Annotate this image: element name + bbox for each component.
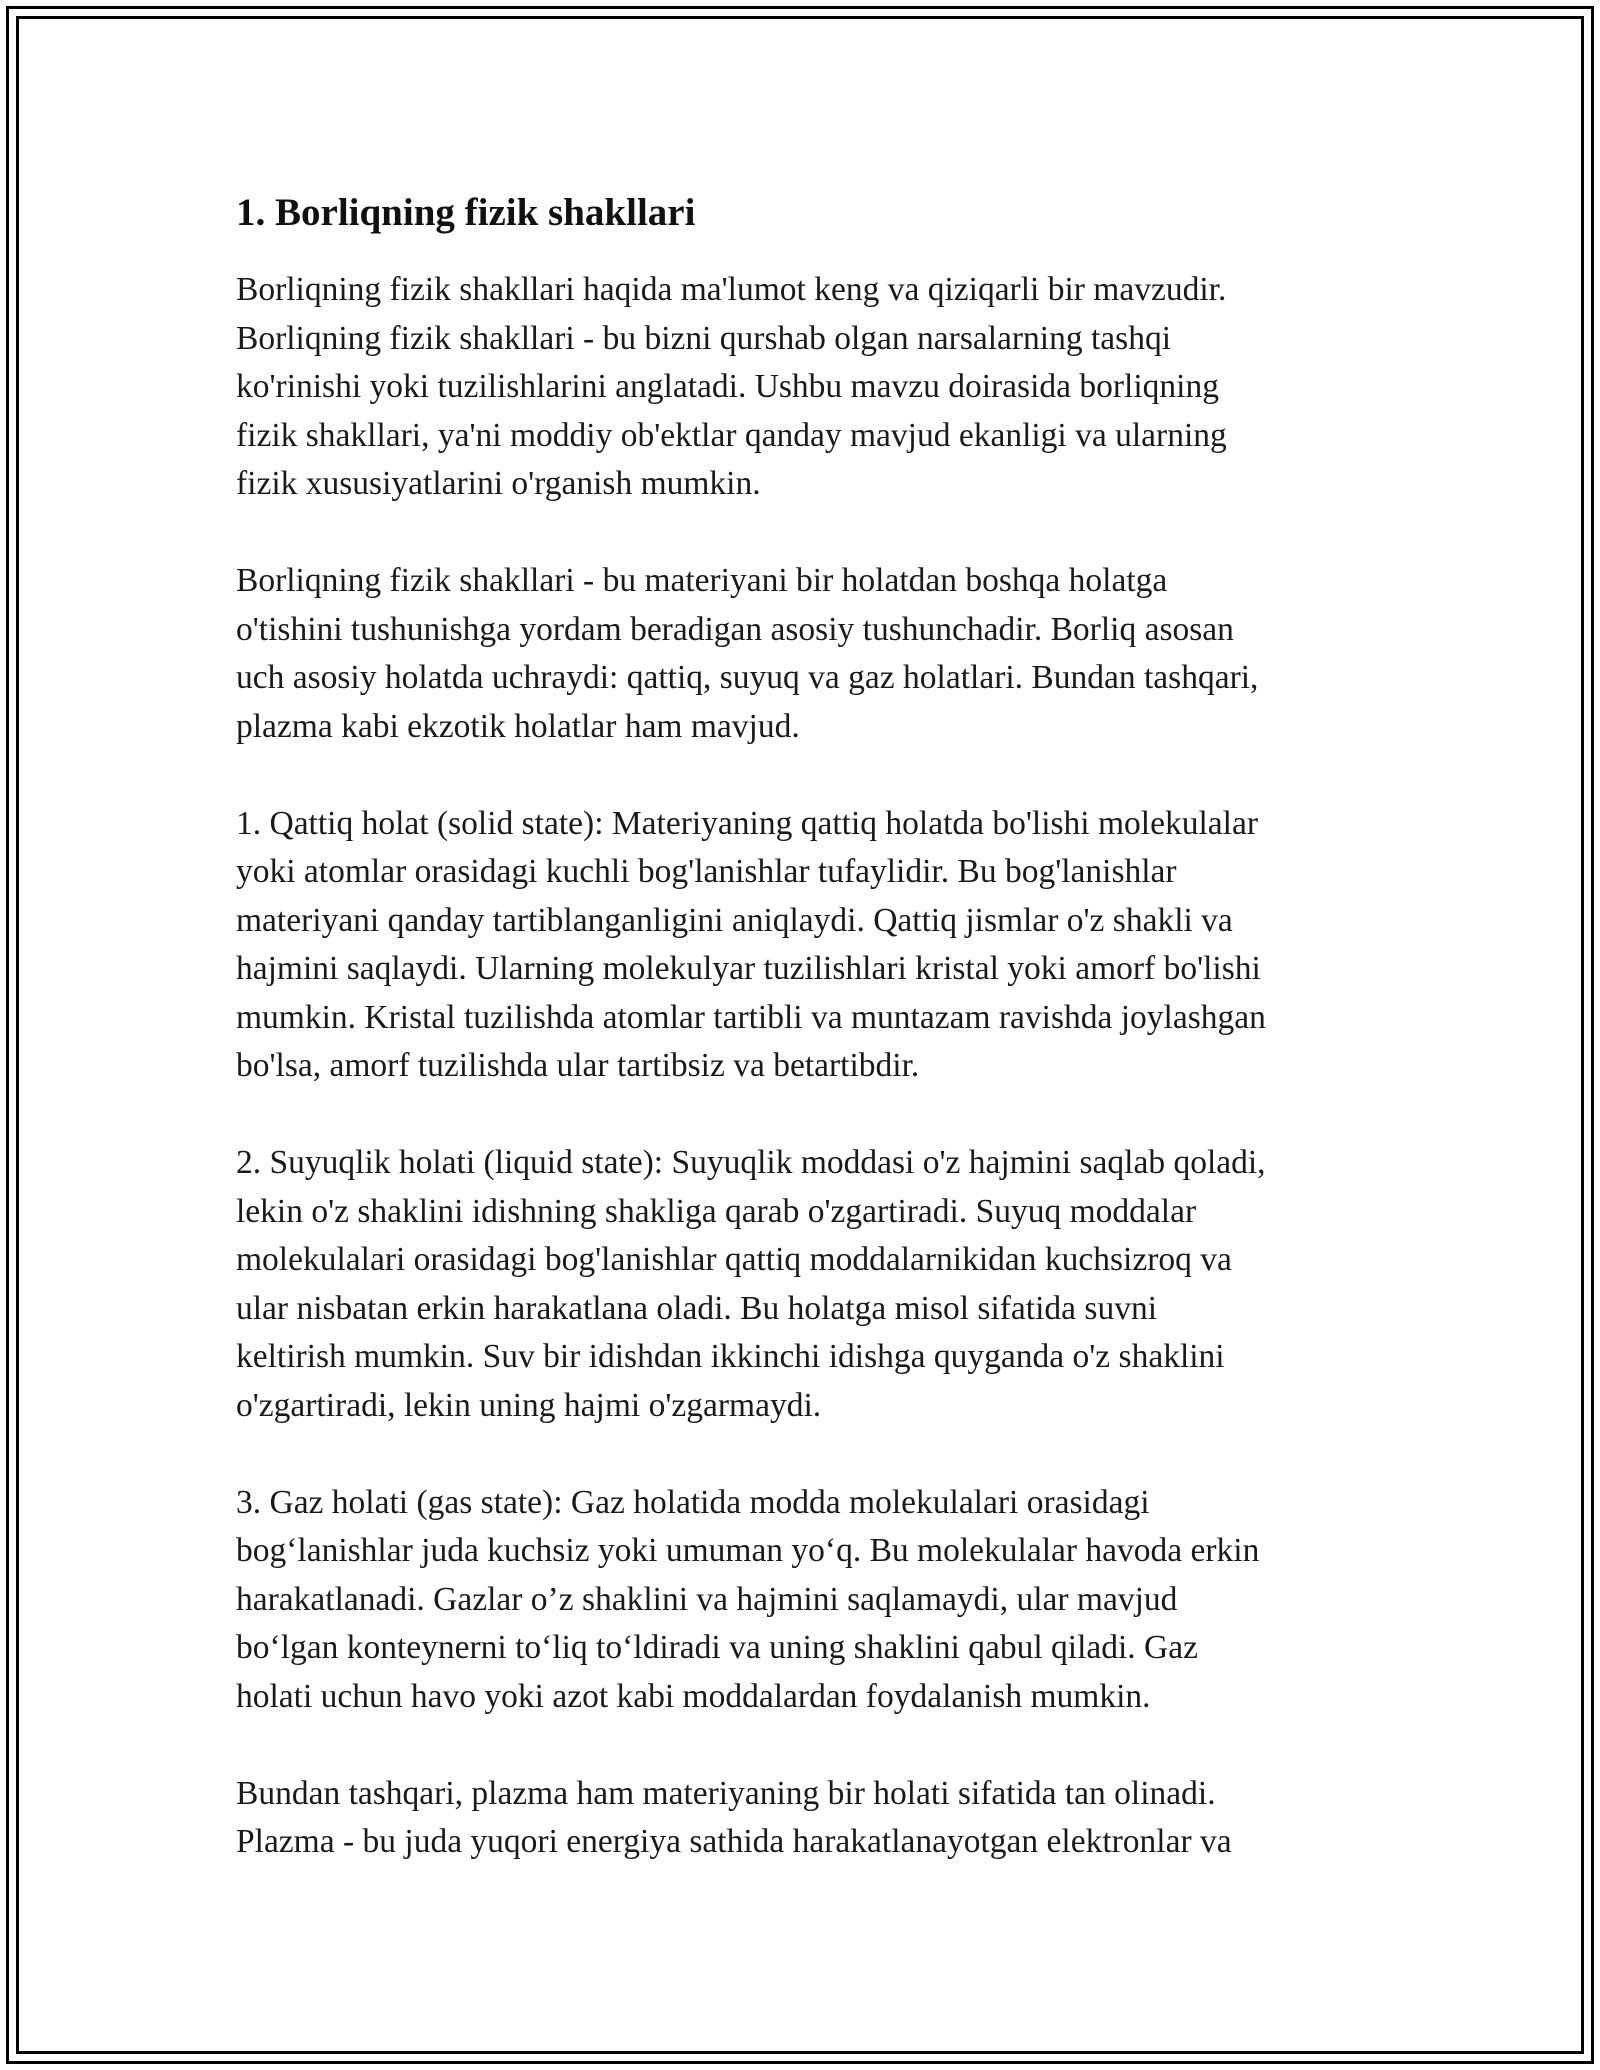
- text-line: mumkin. Kristal tuzilishda atomlar tartibli va muntazam ravishda joylashgan: [236, 998, 1266, 1036]
- text-line: holati uchun havo yoki azot kabi moddalardan foydalanish mumkin.: [236, 1677, 1151, 1715]
- text-line: hajmini saqlaydi. Ularning molekulyar tuzilishlari kristal yoki amorf bo'lishi: [236, 950, 1261, 987]
- text-line: lekin o'z shaklini idishning shakliga qarab o'zgartiradi. Suyuq moddalar: [236, 1192, 1197, 1230]
- text-line: o'zgartiradi, lekin uning hajmi o'zgarmaydi.: [236, 1386, 822, 1424]
- text-line: Borliqning fizik shakllari haqida ma'lumot keng va qiziqarli bir mavzudir.: [236, 271, 1227, 308]
- text-line: molekulalari orasidagi bog'lanishlar qattiq moddalarnikidan kuchsizroq va: [236, 1241, 1232, 1278]
- text-line: o'tishini tushunishga yordam beradigan asosiy tushunchadir. Borliq asosan: [236, 610, 1234, 648]
- paragraph-liquid-state: [236, 1139, 1366, 1430]
- paragraph-states-overview: [236, 557, 1366, 751]
- text-line: ular nisbatan erkin harakatlana oladi. Bu holatga misol sifatida suvni: [236, 1289, 1158, 1327]
- text-line: yoki atomlar orasidagi kuchli bog'lanishlar tufaylidir. Bu bog'lanishlar: [236, 853, 1177, 890]
- paragraph-plasma: [236, 1770, 1366, 1867]
- text-line: uch asosiy holatda uchraydi: qattiq, suyuq va gaz holatlari. Bundan tashqari,: [236, 659, 1259, 696]
- text-line: bo‘lgan konteynerni to‘liq to‘ldiradi va uning shaklini qabul qiladi. Gaz: [236, 1629, 1198, 1666]
- text-line: 3. Gaz holati (gas state): Gaz holatida modda molekulalari orasidagi: [236, 1483, 1150, 1521]
- text-line: fizik xususiyatlarini o'rganish mumkin.: [236, 465, 761, 502]
- text-line: 2. Suyuqlik holati (liquid state): Suyuqlik moddasi o'z hajmini saqlab qoladi,: [236, 1144, 1266, 1181]
- text-line: plazma kabi ekzotik holatlar ham mavjud.: [236, 707, 800, 745]
- document-body: [236, 188, 1366, 1915]
- text-line: materiyani qanday tartiblanganligini aniqlaydi. Qattiq jismlar o'z shakli va: [236, 901, 1233, 939]
- text-line: fizik shakllari, ya'ni moddiy ob'ektlar qanday mavjud ekanligi va ularning: [236, 416, 1227, 454]
- text-line: harakatlanadi. Gazlar o’z shaklini va hajmini saqlamaydi, ular mavjud: [236, 1580, 1178, 1618]
- paragraph-intro: [236, 266, 1366, 509]
- text-line: ko'rinishi yoki tuzilishlarini anglatadi. Ushbu mavzu doirasida borliqning: [236, 368, 1219, 405]
- text-line: Bundan tashqari, plazma ham materiyaning bir holati sifatida tan olinadi.: [236, 1774, 1216, 1812]
- text-line: Plazma - bu juda yuqori energiya sathida harakatlanayotgan elektronlar va: [236, 1823, 1232, 1860]
- text-line: Borliqning fizik shakllari - bu materiyani bir holatdan boshqa holatga: [236, 562, 1168, 599]
- text-line: keltirish mumkin. Suv bir idishdan ikkinchi idishga quyganda o'z shaklini: [236, 1338, 1225, 1375]
- text-line: 1. Qattiq holat (solid state): Materiyaning qattiq holatda bo'lishi molekulalar: [236, 804, 1258, 842]
- text-line: bog‘lanishlar juda kuchsiz yoki umuman yo‘q. Bu molekulalar havoda erkin: [236, 1532, 1260, 1569]
- text-line: Borliqning fizik shakllari - bu bizni qurshab olgan narsalarning tashqi: [236, 319, 1172, 357]
- paragraph-gas-state: [236, 1479, 1366, 1722]
- section-heading: 1. Borliqning fizik shakllari: [236, 191, 696, 234]
- paragraph-solid-state: [236, 800, 1366, 1091]
- text-line: bo'lsa, amorf tuzilishda ular tartibsiz va betartibdir.: [236, 1047, 920, 1084]
